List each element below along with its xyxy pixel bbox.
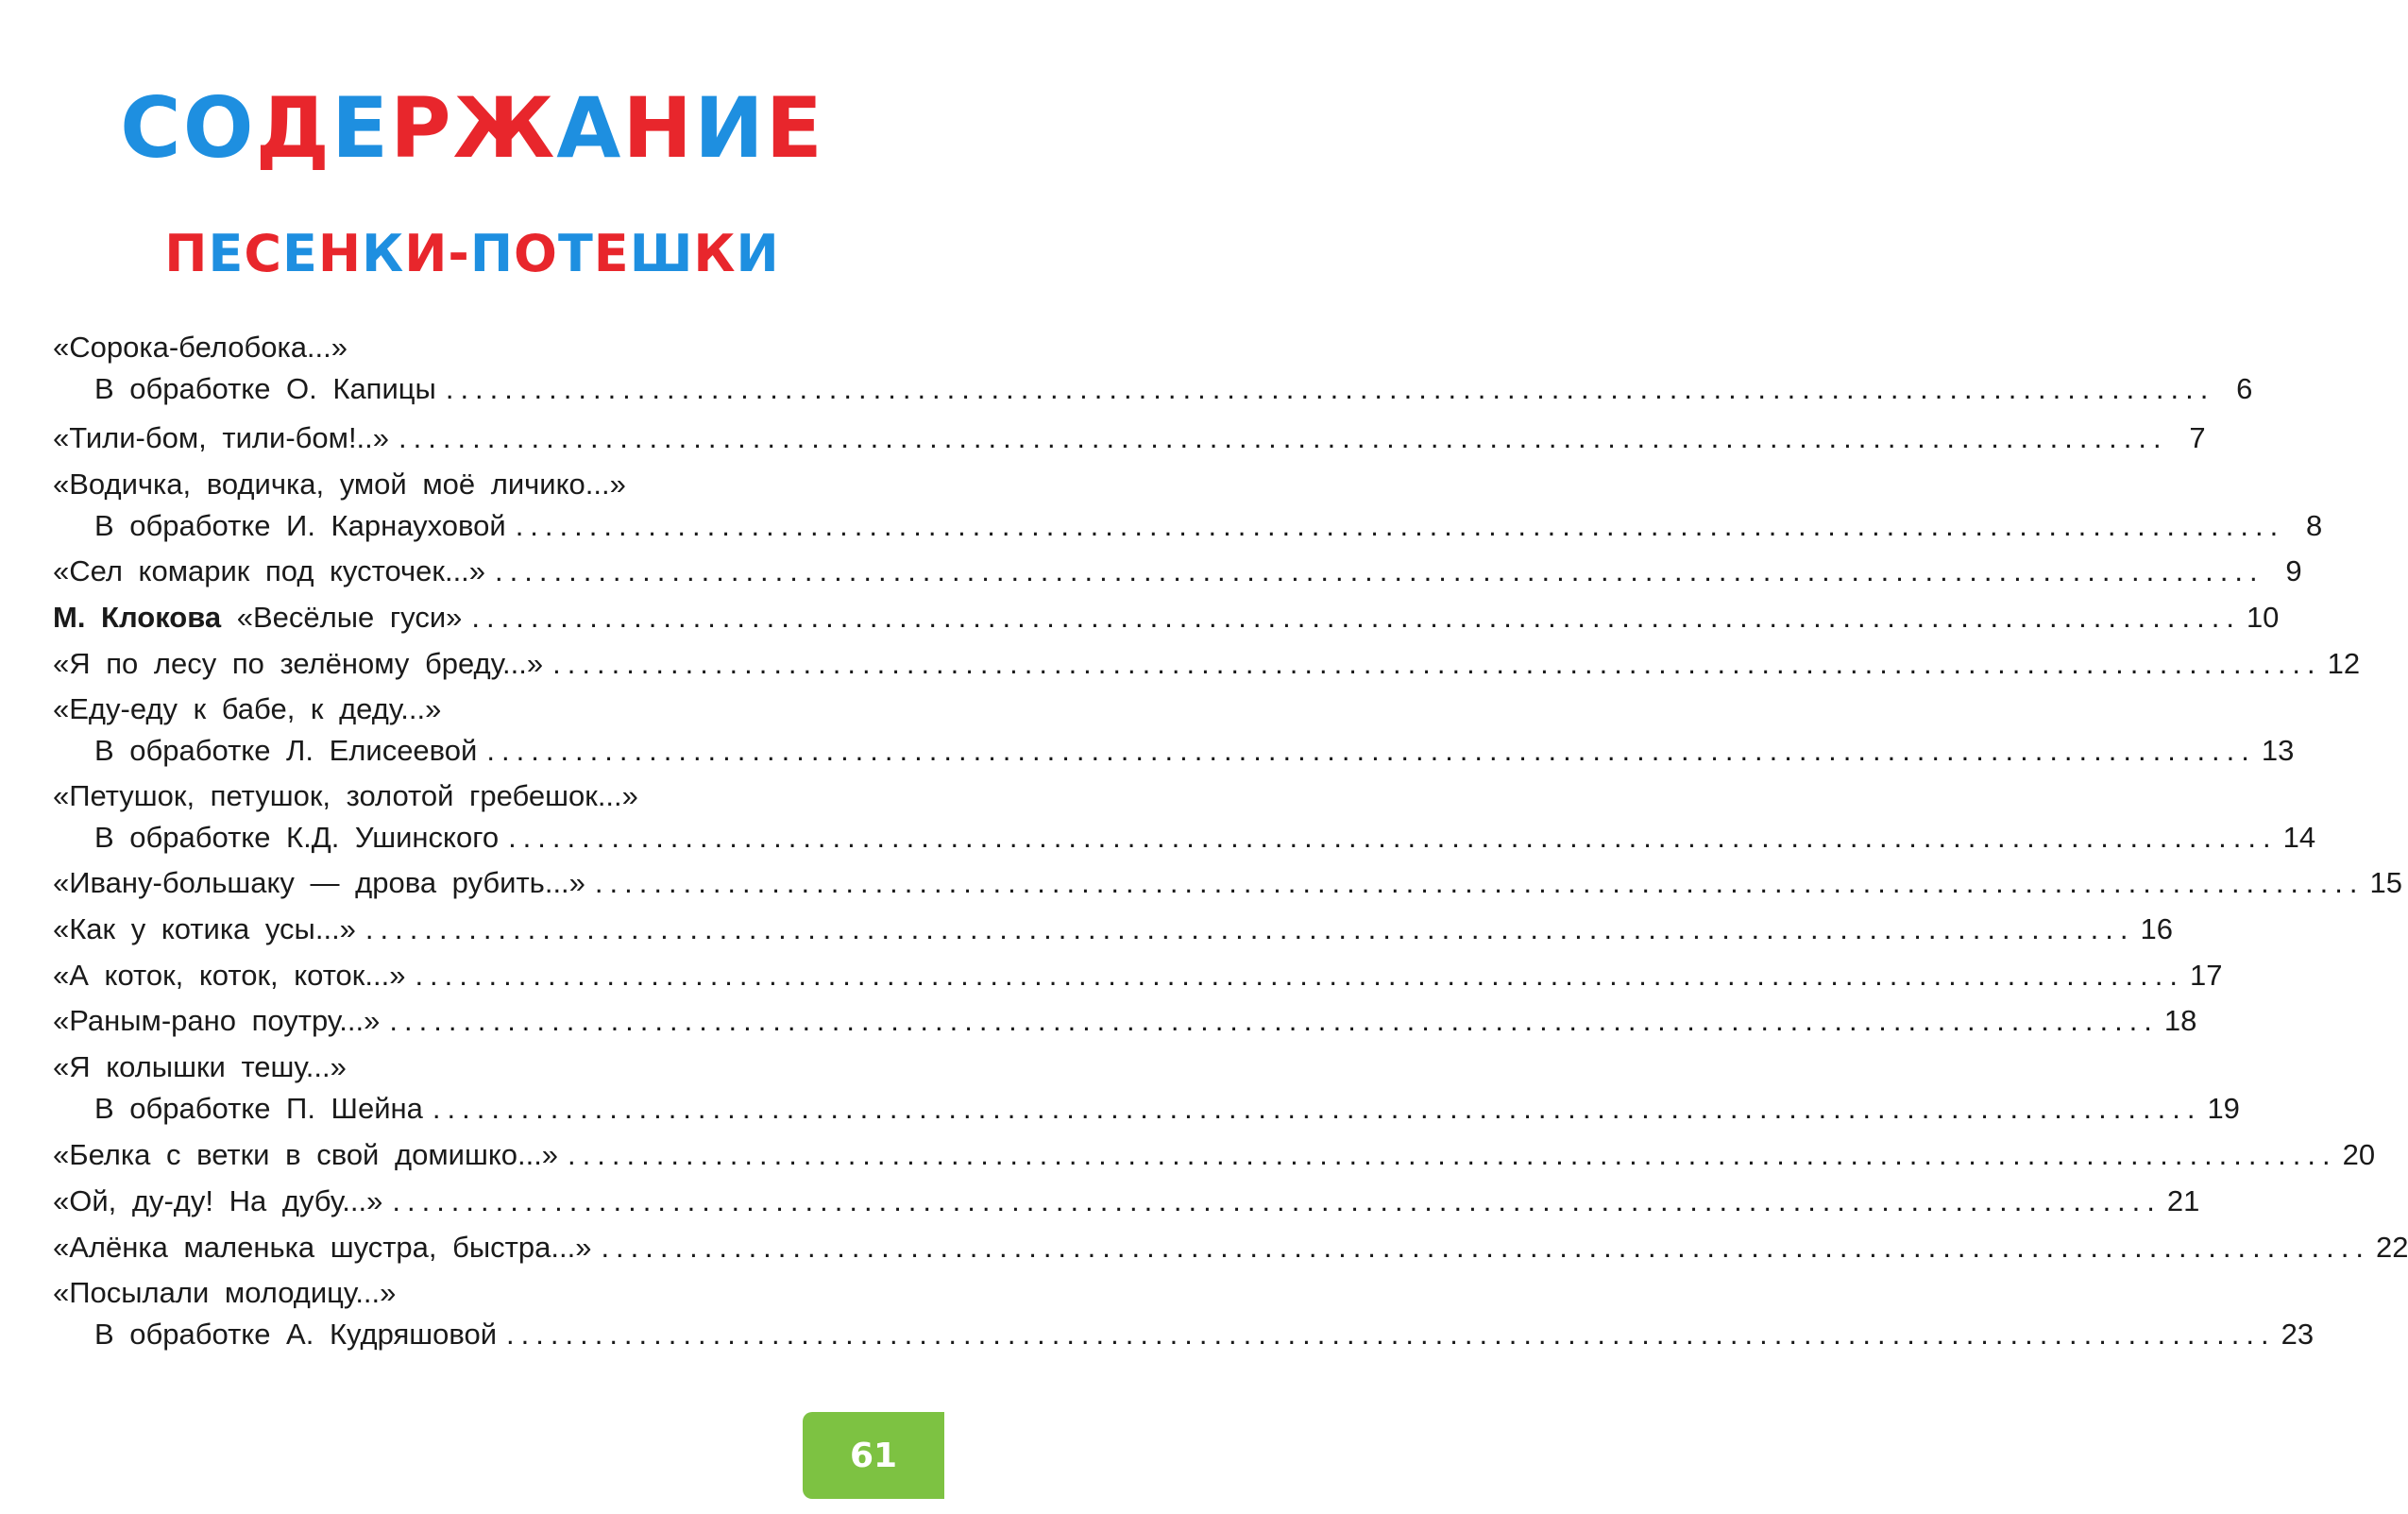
subtitle-letter: Н bbox=[317, 224, 363, 283]
toc-entry-text: «Алёнка маленька шустра, быстра...» bbox=[53, 1231, 592, 1264]
toc-entry-page: 12 bbox=[2327, 647, 2361, 680]
toc-entry-page: 14 bbox=[2282, 821, 2316, 854]
toc-entry-author: М. Клокова bbox=[53, 601, 222, 634]
toc-entry bbox=[94, 819, 2316, 857]
toc-entry-title bbox=[94, 370, 436, 408]
toc-entry-page: 20 bbox=[2342, 1138, 2376, 1171]
toc-entry-text: «Как у котика усы...» bbox=[53, 912, 356, 945]
toc-entry bbox=[53, 1002, 2197, 1040]
toc-entry bbox=[94, 1316, 2315, 1353]
toc-entry-text: В обработке А. Кудряшовой bbox=[94, 1318, 498, 1351]
title-letter: Е bbox=[765, 79, 824, 177]
toc-dot-leader: ........................................................................................................................ bbox=[508, 821, 2278, 854]
title-letter: Д bbox=[255, 79, 331, 177]
toc-entry-page: 23 bbox=[2281, 1318, 2315, 1351]
toc-entry-text: В обработке И. Карнауховой bbox=[94, 509, 506, 542]
toc-entry-text: «Тили-бом, тили-бом!..» bbox=[53, 421, 390, 454]
toc-dot-leader: ........................................................................................................................ bbox=[445, 372, 2215, 405]
toc-entry-text: «Еду-еду к бабе, к деду...» bbox=[53, 692, 442, 725]
toc-dot-leader: ........................................................................................................................ bbox=[389, 1004, 2159, 1037]
toc-entry-page: 10 bbox=[2246, 601, 2280, 634]
toc-entry-page: 9 bbox=[2285, 554, 2302, 587]
toc-entry bbox=[53, 419, 2206, 457]
toc-entry bbox=[53, 1182, 2200, 1220]
toc-entry-text: В обработке Л. Елисеевой bbox=[94, 734, 478, 767]
toc-dot-leader: ........................................................................................................................ bbox=[486, 734, 2256, 767]
toc-dot-leader: ........................................................................................................................ bbox=[471, 601, 2241, 634]
toc-entry-page: 13 bbox=[2261, 734, 2295, 767]
toc-entry-text: «Белка с ветки в свой домишко...» bbox=[53, 1138, 559, 1171]
toc-entry-text: «Весёлые гуси» bbox=[236, 601, 463, 634]
title-letter: Р bbox=[390, 79, 453, 177]
toc-entry-text: «Ой, ду-ду! На дубу...» bbox=[53, 1184, 383, 1217]
toc-entry-page: 7 bbox=[2189, 421, 2206, 454]
page-number: 61 bbox=[849, 1436, 898, 1475]
toc-entry-title bbox=[53, 1182, 382, 1220]
toc-entry-page: 6 bbox=[2236, 372, 2253, 405]
toc-entry-text: «Водичка, водичка, умой моё личико...» bbox=[53, 468, 626, 501]
toc-entry bbox=[53, 1274, 823, 1312]
toc-dot-leader: ........................................................................................................................ bbox=[392, 1184, 2162, 1217]
subtitle-letter: К bbox=[693, 224, 737, 283]
toc-entry-title bbox=[53, 777, 638, 815]
toc-entry-text: «Петушок, петушок, золотой гребешок...» bbox=[53, 779, 638, 812]
title-letter: С bbox=[120, 79, 183, 177]
subtitle-letter: И bbox=[404, 224, 449, 283]
toc-entry-page: 8 bbox=[2305, 509, 2323, 542]
toc-entry bbox=[53, 777, 823, 815]
toc-entry-page: 17 bbox=[2189, 959, 2223, 992]
subtitle-letter: Е bbox=[208, 224, 245, 283]
toc-entry-title bbox=[53, 1136, 558, 1174]
title-letter: Ж bbox=[452, 79, 557, 177]
toc-entry-title bbox=[53, 1048, 347, 1086]
toc-entry bbox=[53, 645, 2361, 683]
toc-entry bbox=[53, 1229, 2408, 1267]
toc-dot-leader: ........................................................................................................................ bbox=[515, 509, 2285, 542]
toc-dot-leader: ........................................................................................................................ bbox=[365, 912, 2135, 945]
toc-entry-title bbox=[53, 957, 405, 995]
toc-dot-leader: ........................................................................................................................ bbox=[495, 554, 2264, 587]
toc-entry bbox=[94, 732, 2295, 770]
subtitle-letter: И bbox=[736, 224, 780, 283]
toc-entry-text: «Сел комарик под кусточек...» bbox=[53, 554, 486, 587]
title-letter: Е bbox=[331, 79, 391, 177]
toc-dot-leader: ........................................................................................................................ bbox=[506, 1318, 2276, 1351]
toc-entry-title bbox=[53, 329, 348, 366]
toc-entry-text: В обработке О. Капицы bbox=[94, 372, 436, 405]
toc-entry-title bbox=[94, 732, 477, 770]
toc-dot-leader: ........................................................................................................................ bbox=[568, 1138, 2337, 1171]
toc-entry-page: 18 bbox=[2163, 1004, 2197, 1037]
toc-entry-text: «Я по лесу по зелёному бреду...» bbox=[53, 647, 544, 680]
toc-entry-page: 21 bbox=[2166, 1184, 2200, 1217]
toc-entry-title bbox=[53, 1229, 591, 1267]
toc-entry-title bbox=[53, 910, 356, 948]
title-letter: А bbox=[556, 79, 623, 177]
subtitle-letter: Ш bbox=[629, 224, 694, 283]
toc-dot-leader: ........................................................................................................................ bbox=[594, 866, 2365, 899]
toc-entry-title bbox=[53, 1274, 396, 1312]
toc-entry-title bbox=[94, 1090, 423, 1128]
subtitle-letter: О bbox=[514, 224, 558, 283]
toc-entry bbox=[53, 329, 823, 366]
toc-entry-title bbox=[53, 864, 585, 902]
toc-dot-leader: ........................................................................................................................ bbox=[415, 959, 2184, 992]
toc-dot-leader: ........................................................................................................................ bbox=[399, 421, 2168, 454]
subtitle-letter: Е bbox=[281, 224, 318, 283]
subtitle-letter: Т bbox=[557, 224, 594, 283]
toc-entry bbox=[53, 466, 823, 503]
toc-entry-page: 22 bbox=[2375, 1231, 2408, 1264]
subtitle-letter: К bbox=[362, 224, 405, 283]
toc-entry-title bbox=[53, 419, 389, 457]
toc-entry-title bbox=[94, 507, 506, 545]
subtitle-letter: - bbox=[448, 224, 470, 283]
page-number-badge bbox=[803, 1412, 944, 1499]
toc-entry-title bbox=[53, 599, 462, 637]
toc-entry bbox=[94, 370, 2253, 408]
toc-entry-title bbox=[53, 645, 543, 683]
toc-entry-page: 16 bbox=[2140, 912, 2173, 945]
toc-entry bbox=[53, 553, 2302, 590]
toc-entry-text: «Ивану-большаку — дрова рубить...» bbox=[53, 866, 585, 899]
subtitle-letter: П bbox=[469, 224, 515, 283]
toc-dot-leader: ........................................................................................................................ bbox=[432, 1092, 2202, 1125]
toc-entry-page: 15 bbox=[2369, 866, 2402, 899]
title-letter: И bbox=[694, 79, 766, 177]
toc-entry-text: В обработке П. Шейна bbox=[94, 1092, 423, 1125]
toc-entry-page: 19 bbox=[2207, 1092, 2240, 1125]
subtitle-letter: С bbox=[244, 224, 282, 283]
toc-entry bbox=[53, 957, 2223, 995]
toc-entry-text: В обработке К.Д. Ушинского bbox=[94, 821, 500, 854]
subtitle-letter: Е bbox=[593, 224, 630, 283]
toc-entry-title bbox=[53, 553, 485, 590]
toc-entry-text: «Я колышки тешу...» bbox=[53, 1050, 347, 1083]
toc-entry bbox=[53, 1136, 2376, 1174]
subtitle-letter: П bbox=[164, 224, 209, 283]
title-letter: Н bbox=[622, 79, 695, 177]
toc-entry-text: «Раным-рано поутру...» bbox=[53, 1004, 381, 1037]
toc-entry bbox=[53, 690, 823, 728]
toc-entry bbox=[53, 599, 2280, 637]
toc-entry-title bbox=[94, 1316, 497, 1353]
toc-entry bbox=[53, 1048, 823, 1086]
toc-entry-title bbox=[94, 819, 499, 857]
toc-entry bbox=[94, 507, 2323, 545]
toc-entry-title bbox=[53, 1002, 380, 1040]
toc-entry-title bbox=[53, 466, 626, 503]
toc-entry-text: «А коток, коток, коток...» bbox=[53, 959, 406, 992]
toc-entry-title bbox=[53, 690, 441, 728]
toc-entry-text: «Посылали молодицу...» bbox=[53, 1276, 397, 1309]
toc-dot-leader: ........................................................................................................................ bbox=[601, 1231, 2370, 1264]
toc-entry-text: «Сорока-белобока...» bbox=[53, 331, 348, 364]
toc-entry bbox=[53, 910, 2173, 948]
title-letter: О bbox=[182, 79, 256, 177]
toc-entry bbox=[94, 1090, 2240, 1128]
toc-dot-leader: ........................................................................................................................ bbox=[552, 647, 2322, 680]
toc-entry bbox=[53, 864, 2402, 902]
